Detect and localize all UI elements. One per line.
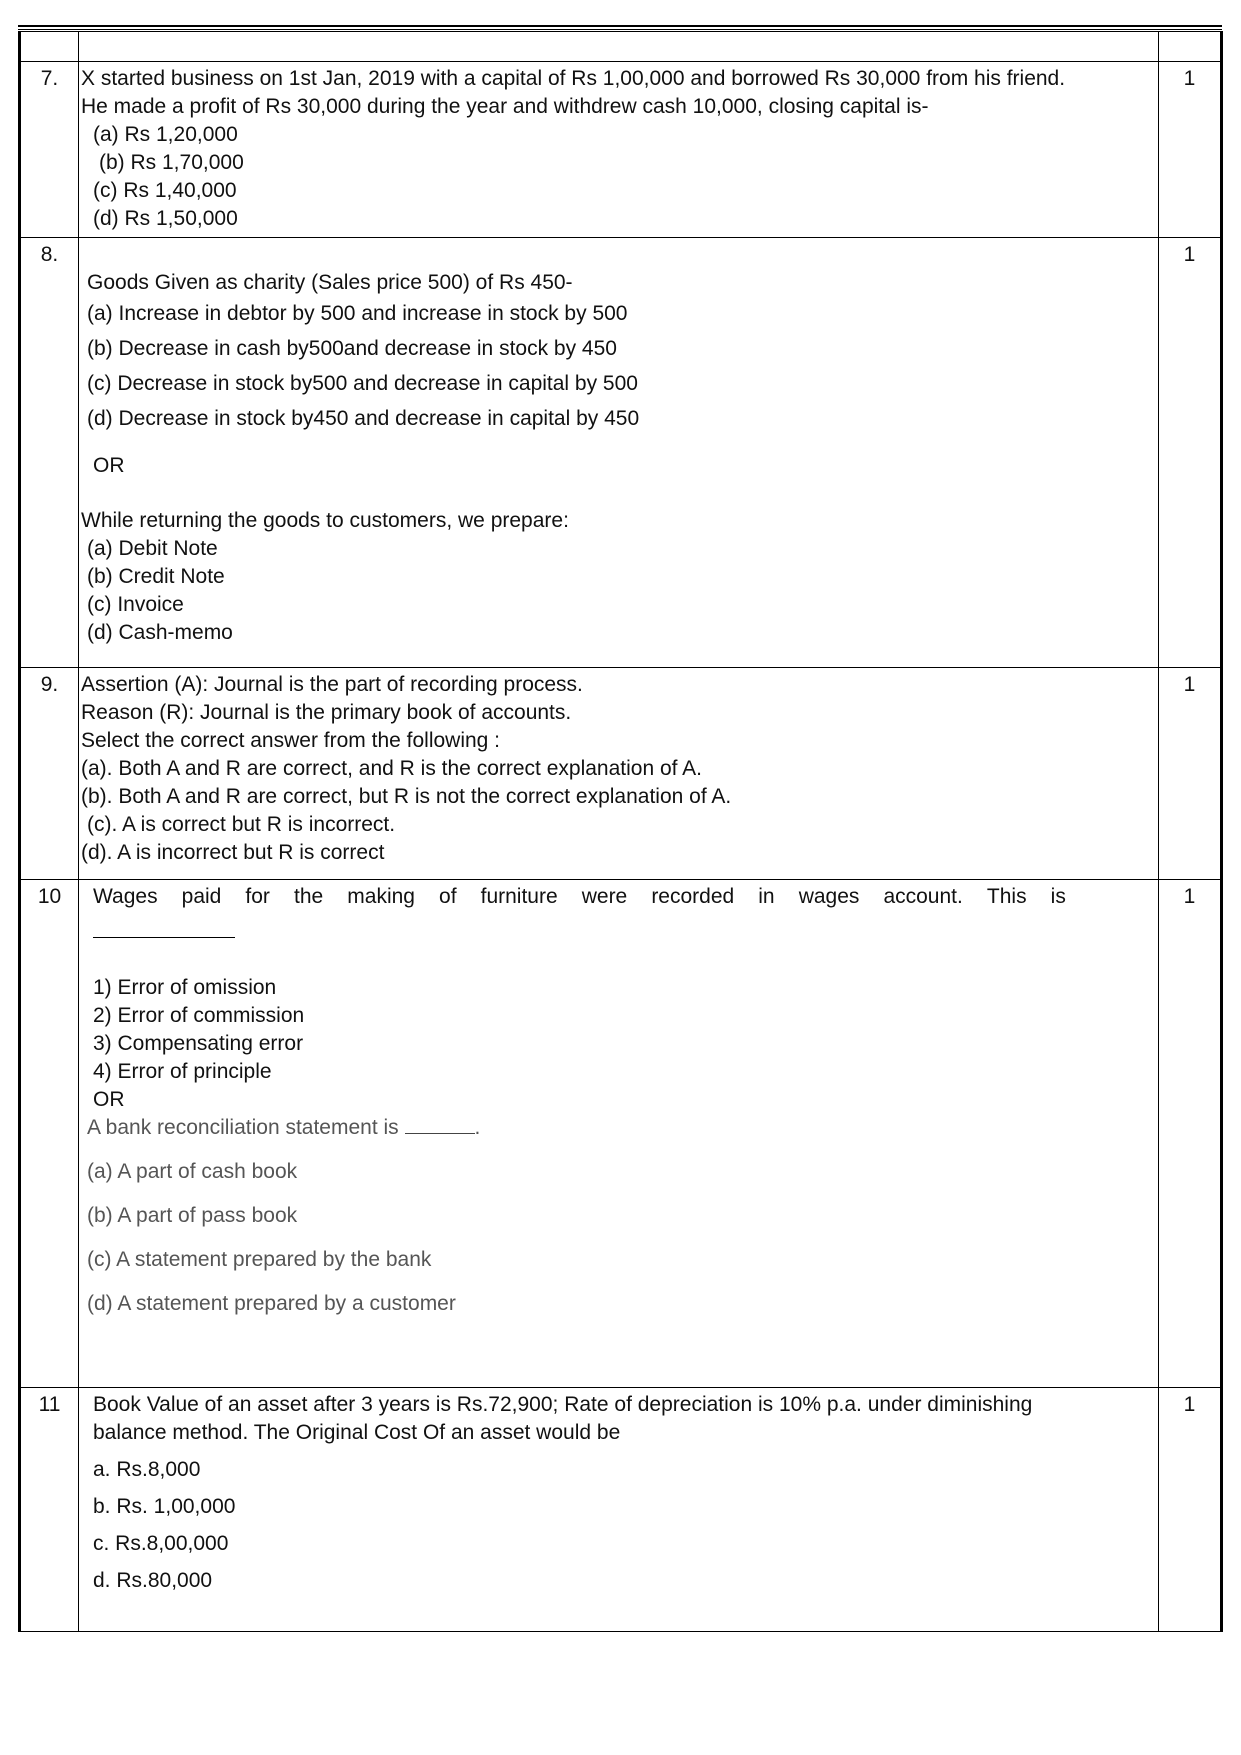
alt-option-b: (b) A part of pass book <box>87 1204 298 1227</box>
question-marks: 1 <box>1159 238 1222 668</box>
question-row-8 <box>20 238 1222 668</box>
question-row-11 <box>20 1388 1222 1632</box>
option-c: (c). A is correct but R is incorrect. <box>87 813 396 836</box>
alt-question-text: While returning the goods to customers, we prepare: <box>81 509 569 532</box>
question-marks: 1 <box>1159 1388 1222 1632</box>
page-top-rule <box>18 25 1222 27</box>
question-text: He made a profit of Rs 30,000 during the year and withdrew cash 10,000, closing capital is- <box>81 95 929 118</box>
question-text: Goods Given as charity (Sales price 500) of Rs 450- <box>87 271 573 294</box>
header-num-cell <box>20 32 79 62</box>
option-2: 2) Error of commission <box>93 1004 305 1027</box>
option-c: c. Rs.8,00,000 <box>93 1532 229 1555</box>
question-text: balance method. The Original Cost Of an asset would be <box>93 1421 621 1444</box>
question-row-9 <box>20 668 1222 880</box>
question-text: Book Value of an asset after 3 years is Rs.72,900; Rate of depreciation is 10% p.a. under diminishing <box>93 1393 1033 1416</box>
option-d: d. Rs.80,000 <box>93 1569 213 1592</box>
option-d: (d) Rs 1,50,000 <box>93 207 238 230</box>
option-d: (d). A is incorrect but R is correct <box>81 841 385 864</box>
question-marks: 1 <box>1159 880 1222 1388</box>
assertion-text: Assertion (A): Journal is the part of recording process. <box>81 673 583 696</box>
question-table <box>18 31 1223 1632</box>
alt-option-b: (b) Credit Note <box>87 565 225 588</box>
alt-option-c: (c) Invoice <box>87 593 184 616</box>
fill-blank <box>405 1133 475 1134</box>
question-body <box>79 238 1159 668</box>
page-top-rule-thin <box>18 29 1222 30</box>
question-body <box>79 880 1159 1388</box>
option-c: (c) Rs 1,40,000 <box>93 179 237 202</box>
question-number: 7. <box>20 62 79 238</box>
option-a: (a). Both A and R are correct, and R is the correct explanation of A. <box>81 757 702 780</box>
alt-option-a: (a) A part of cash book <box>87 1160 298 1183</box>
option-4: 4) Error of principle <box>93 1060 272 1083</box>
instruction-text: Select the correct answer from the following : <box>81 729 501 752</box>
option-b: (b) Rs 1,70,000 <box>99 151 244 174</box>
reason-text: Reason (R): Journal is the primary book of accounts. <box>81 701 572 724</box>
question-row-10 <box>20 880 1222 1388</box>
question-body <box>79 668 1159 880</box>
alt-option-a: (a) Debit Note <box>87 537 218 560</box>
option-c: (c) Decrease in stock by500 and decrease in capital by 500 <box>87 372 638 395</box>
option-d: (d) Decrease in stock by450 and decrease in capital by 450 <box>87 407 640 430</box>
or-separator: OR <box>93 454 125 477</box>
question-body <box>79 62 1159 238</box>
question-row-7 <box>20 62 1222 238</box>
header-body-cell <box>79 32 1159 62</box>
question-number: 10 <box>20 880 79 1388</box>
question-marks: 1 <box>1159 62 1222 238</box>
alt-option-d: (d) A statement prepared by a customer <box>87 1292 456 1315</box>
option-3: 3) Compensating error <box>93 1032 304 1055</box>
question-number: 9. <box>20 668 79 880</box>
option-b: (b) Decrease in cash by500and decrease in stock by 450 <box>87 337 617 360</box>
header-mark-cell <box>1159 32 1222 62</box>
answer-blank-line <box>81 911 1156 946</box>
option-b: b. Rs. 1,00,000 <box>93 1495 236 1518</box>
option-1: 1) Error of omission <box>93 976 277 999</box>
or-separator: OR <box>93 1088 125 1111</box>
option-a: (a) Increase in debtor by 500 and increase in stock by 500 <box>87 302 628 325</box>
question-number: 11 <box>20 1388 79 1632</box>
header-row <box>20 32 1222 62</box>
alt-option-d: (d) Cash-memo <box>87 621 233 644</box>
alt-question-text: A bank reconciliation statement is . <box>87 1116 481 1139</box>
alt-option-c: (c) A statement prepared by the bank <box>87 1248 432 1271</box>
question-body <box>79 1388 1159 1632</box>
question-number: 8. <box>20 238 79 668</box>
question-text: X started business on 1st Jan, 2019 with a capital of Rs 1,00,000 and borrowed Rs 30,000 from his friend. <box>81 67 1066 90</box>
option-a: (a) Rs 1,20,000 <box>93 123 238 146</box>
option-a: a. Rs.8,000 <box>93 1458 201 1481</box>
question-text: Wages paid for the making of furniture were recorded in wages account. This is <box>93 885 1066 908</box>
question-marks: 1 <box>1159 668 1222 880</box>
option-b: (b). Both A and R are correct, but R is not the correct explanation of A. <box>81 785 732 808</box>
